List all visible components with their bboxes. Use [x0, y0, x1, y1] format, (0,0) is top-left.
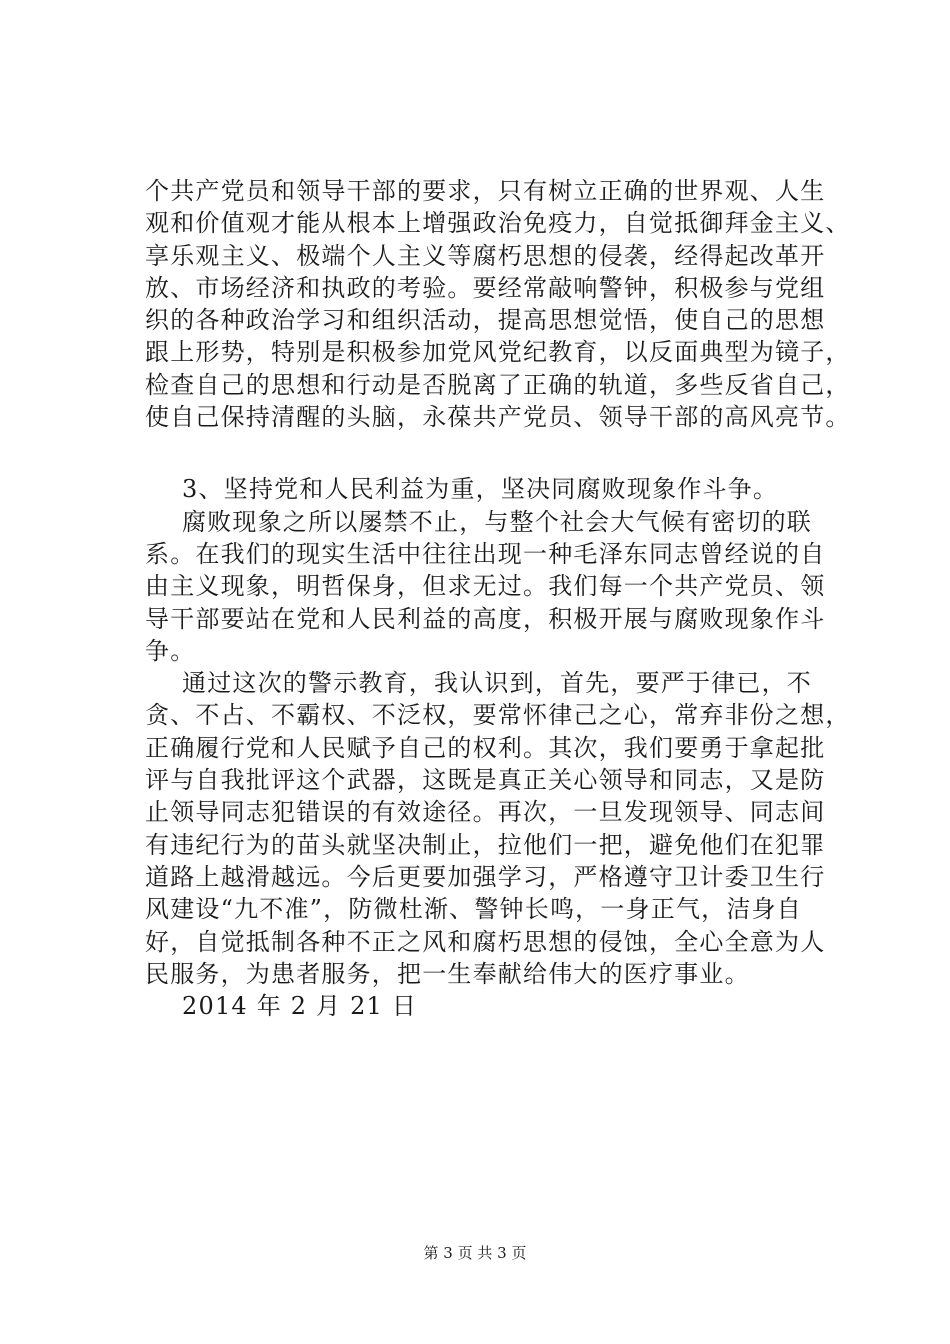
text-line: 民服务，为患者服务，把一生奉献给伟大的医疗事业。 — [145, 959, 750, 988]
text-line: 观和价值观才能从根本上增强政治免疫力，自觉抵御拜金主义、 — [145, 209, 851, 238]
text-line: 评与自我批评这个武器，这既是真正关心领导和同志，又是防 — [145, 766, 826, 795]
text-line: 道路上越滑越远。今后更要加强学习，严格遵守卫计委卫生行 — [145, 862, 826, 891]
text-line: 贪、不占、不霸权、不泛权，要常怀律己之心，常弃非份之想， — [145, 701, 851, 730]
document-date: 2014 年 2 月 21 日 — [182, 992, 418, 1021]
text-line: 织的各种政治学习和组织活动，提高思想觉悟，使自己的思想 — [145, 306, 826, 335]
text-line: 跟上形势，特别是积极参加党风党纪教育，以反面典型为镜子， — [145, 338, 851, 367]
paragraph-spacer — [145, 433, 845, 473]
text-line: 有违纪行为的苗头就坚决制止，拉他们一把，避免他们在犯罪 — [145, 830, 826, 859]
paragraph-3 — [145, 667, 851, 990]
text-line: 争。 — [145, 636, 196, 665]
text-line: 好，自觉抵制各种不正之风和腐朽思想的侵蚀，全心全意为人 — [145, 927, 826, 956]
text-line: 使自己保持清醒的头脑，永葆共产党员、领导干部的高风亮节。 — [145, 403, 851, 432]
text-line: 享乐观主义、极端个人主义等腐朽思想的侵袭，经得起改革开 — [145, 241, 826, 270]
text-line: 正确履行党和人民赋予自己的权利。其次，我们要勇于拿起批 — [145, 733, 826, 762]
paragraph-1 — [145, 175, 851, 433]
text-line: 通过这次的警示教育，我认识到，首先，要严于律已，不 — [182, 669, 812, 698]
paragraph-2 — [145, 506, 845, 667]
text-line: 系。在我们的现实生活中往往出现一种毛泽东同志曾经说的自 — [145, 539, 826, 568]
text-line: 放、市场经济和执政的考验。要经常敲响警钟，积极参与党组 — [145, 273, 826, 302]
text-line: 由主义现象，明哲保身，但求无过。我们每一个共产党员、领 — [145, 572, 826, 601]
text-line: 导干部要站在党和人民利益的高度，积极开展与腐败现象作斗 — [145, 604, 826, 633]
text-line: 检查自己的思想和行动是否脱离了正确的轨道，多些反省自己， — [145, 370, 851, 399]
text-line: 风建设“九不准”，防微杜渐、警钟长鸣，一身正气，洁身自 — [145, 895, 802, 924]
page-footer: 第 3 页 共 3 页 — [423, 1244, 527, 1262]
text-line: 个共产党员和领导干部的要求，只有树立正确的世界观、人生 — [145, 177, 826, 205]
document-body — [145, 175, 851, 1022]
section-heading: 3、坚持党和人民利益为重，坚决同腐败现象作斗争。 — [182, 475, 779, 504]
text-line: 腐败现象之所以屡禁不止，与整个社会大气候有密切的联 — [182, 507, 812, 536]
text-line: 止领导同志犯错误的有效途径。再次，一旦发现领导、同志间 — [145, 798, 826, 827]
